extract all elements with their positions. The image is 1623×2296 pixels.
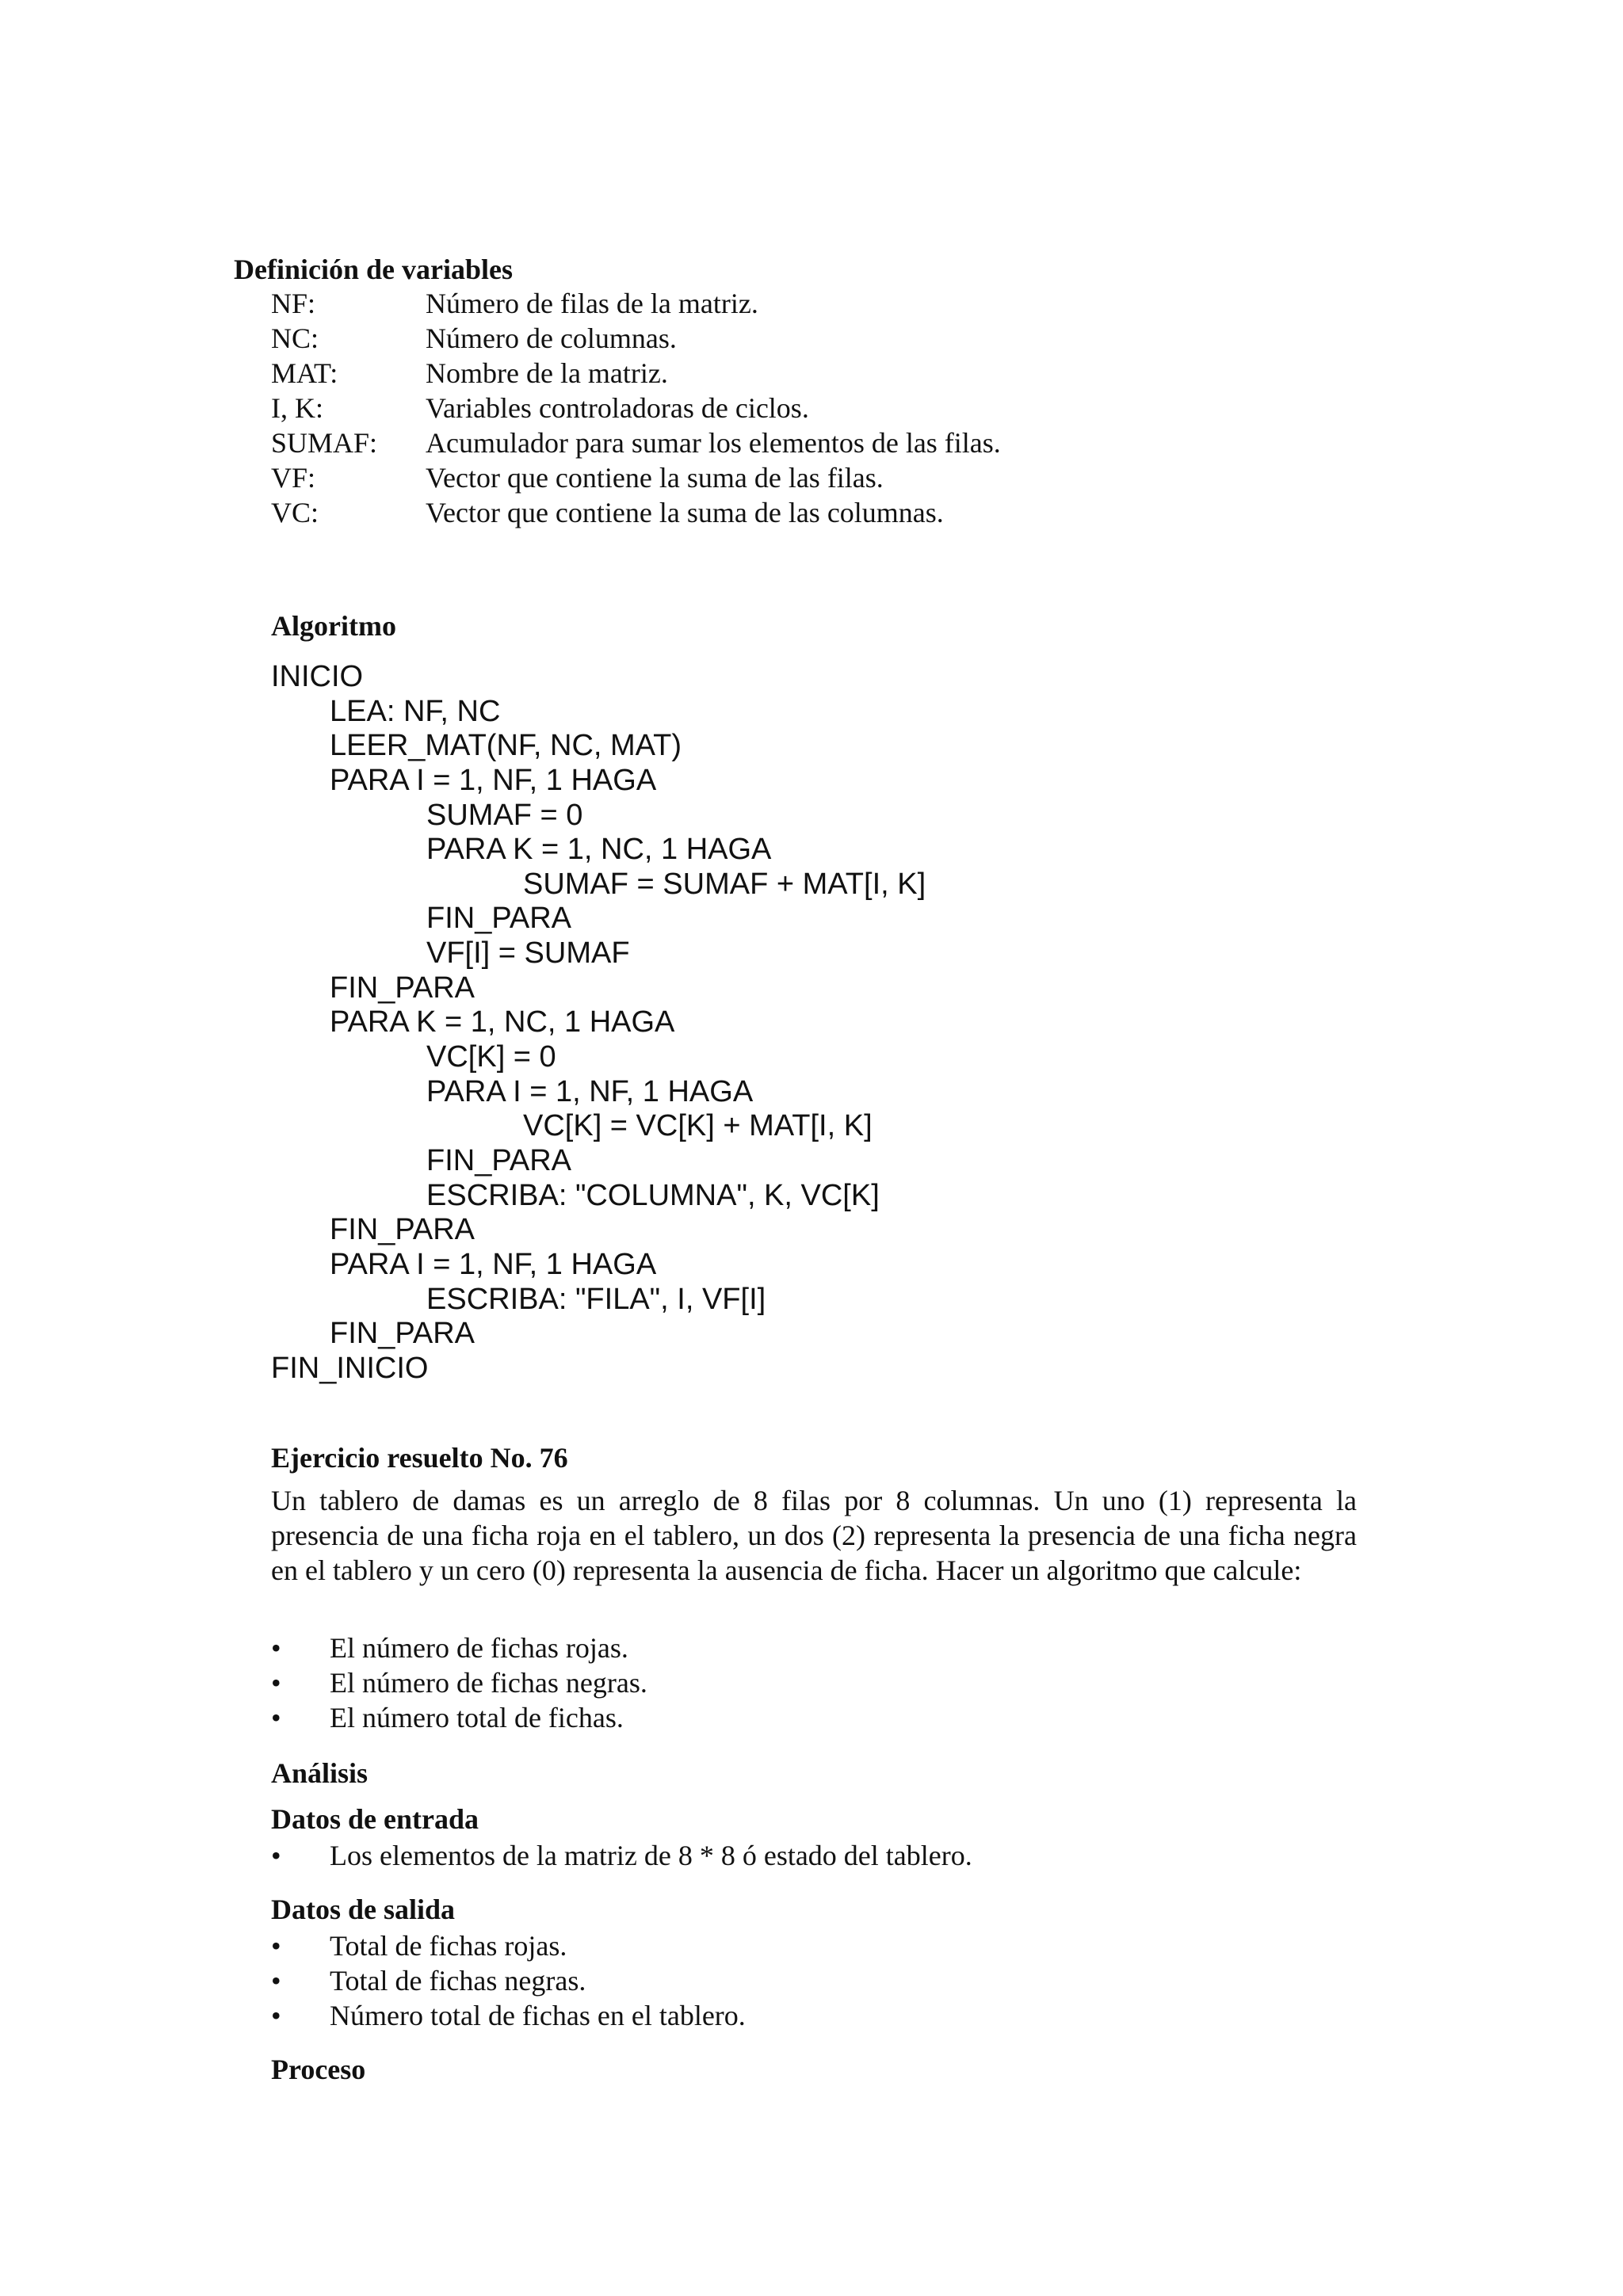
algoritmo-heading: Algoritmo xyxy=(271,610,396,642)
code-line: PARA K = 1, NC, 1 HAGA xyxy=(330,1005,675,1039)
code-line: FIN_INICIO xyxy=(271,1351,429,1385)
analisis-heading: Análisis xyxy=(271,1757,369,1789)
code-line: PARA K = 1, NC, 1 HAGA xyxy=(426,833,772,867)
code-line: PARA I = 1, NF, 1 HAGA xyxy=(426,1074,754,1108)
variable-term: NC: xyxy=(271,322,319,354)
variable-description: Acumulador para sumar los elementos de las filas. xyxy=(426,427,1001,459)
code-line: LEA: NF, NC xyxy=(330,694,501,728)
definicion-heading: Definición de variables xyxy=(234,254,513,285)
code-line: FIN_PARA xyxy=(426,902,572,936)
list-item: • Total de fichas rojas. xyxy=(271,1928,746,1963)
code-line: VC[K] = VC[K] + MAT[I, K] xyxy=(523,1109,873,1143)
list-item: • Número total de fichas en el tablero. xyxy=(271,1998,746,2033)
variable-term: NF: xyxy=(271,288,316,319)
code-line: ESCRIBA: "COLUMNA", K, VC[K] xyxy=(426,1178,880,1212)
code-line: SUMAF = SUMAF + MAT[I, K] xyxy=(523,867,926,901)
datos-entrada-list xyxy=(271,1838,972,1873)
code-line: PARA I = 1, NF, 1 HAGA xyxy=(330,1247,657,1281)
code-line: ESCRIBA: "FILA", I, VF[I] xyxy=(426,1282,766,1316)
datos-salida-heading: Datos de salida xyxy=(271,1894,456,1925)
code-line: LEER_MAT(NF, NC, MAT) xyxy=(330,729,682,763)
ejercicio-bullet-list xyxy=(271,1630,647,1735)
variable-term: MAT: xyxy=(271,357,338,389)
variable-term: I, K: xyxy=(271,392,323,424)
variable-term: VC: xyxy=(271,497,319,528)
code-line: INICIO xyxy=(271,660,364,693)
variable-term: VF: xyxy=(271,462,316,494)
code-line: VF[I] = SUMAF xyxy=(426,936,630,971)
code-line: SUMAF = 0 xyxy=(426,798,583,832)
proceso-heading: Proceso xyxy=(271,2054,366,2085)
code-line: FIN_PARA xyxy=(426,1143,572,1177)
list-item: • El número de fichas rojas. xyxy=(271,1630,647,1665)
list-item: • El número de fichas negras. xyxy=(271,1665,647,1700)
ejercicio-paragraph: Un tablero de damas es un arreglo de 8 filas por 8 columnas. Un uno (1) representa la presencia de una ficha roja en el tablero, un dos (2) representa la presencia de una ficha negra en el tablero y un cero (0) representa la ausencia de ficha. Hacer un algoritmo que calcule: xyxy=(271,1485,1357,1586)
variable-description: Número de columnas. xyxy=(426,322,677,354)
variable-description: Vector que contiene la suma de las columnas. xyxy=(426,497,944,528)
list-item: • Total de fichas negras. xyxy=(271,1963,746,1998)
variable-description: Número de filas de la matriz. xyxy=(426,288,758,319)
code-line: FIN_PARA xyxy=(330,971,475,1005)
list-item: • Los elementos de la matriz de 8 * 8 ó estado del tablero. xyxy=(271,1838,972,1873)
pseudocode-block xyxy=(271,659,926,1385)
datos-salida-list xyxy=(271,1928,746,2033)
code-line: PARA I = 1, NF, 1 HAGA xyxy=(330,763,657,797)
list-item: • El número total de fichas. xyxy=(271,1700,647,1735)
code-line: FIN_PARA xyxy=(330,1213,475,1247)
variable-description: Vector que contiene la suma de las filas. xyxy=(426,462,884,494)
variable-description: Variables controladoras de ciclos. xyxy=(426,392,809,424)
ejercicio-heading: Ejercicio resuelto No. 76 xyxy=(271,1442,568,1474)
code-line: FIN_PARA xyxy=(330,1317,475,1351)
code-line: VC[K] = 0 xyxy=(426,1040,556,1074)
variable-description: Nombre de la matriz. xyxy=(426,357,668,389)
datos-entrada-heading: Datos de entrada xyxy=(271,1803,479,1835)
variable-term: SUMAF: xyxy=(271,427,378,459)
